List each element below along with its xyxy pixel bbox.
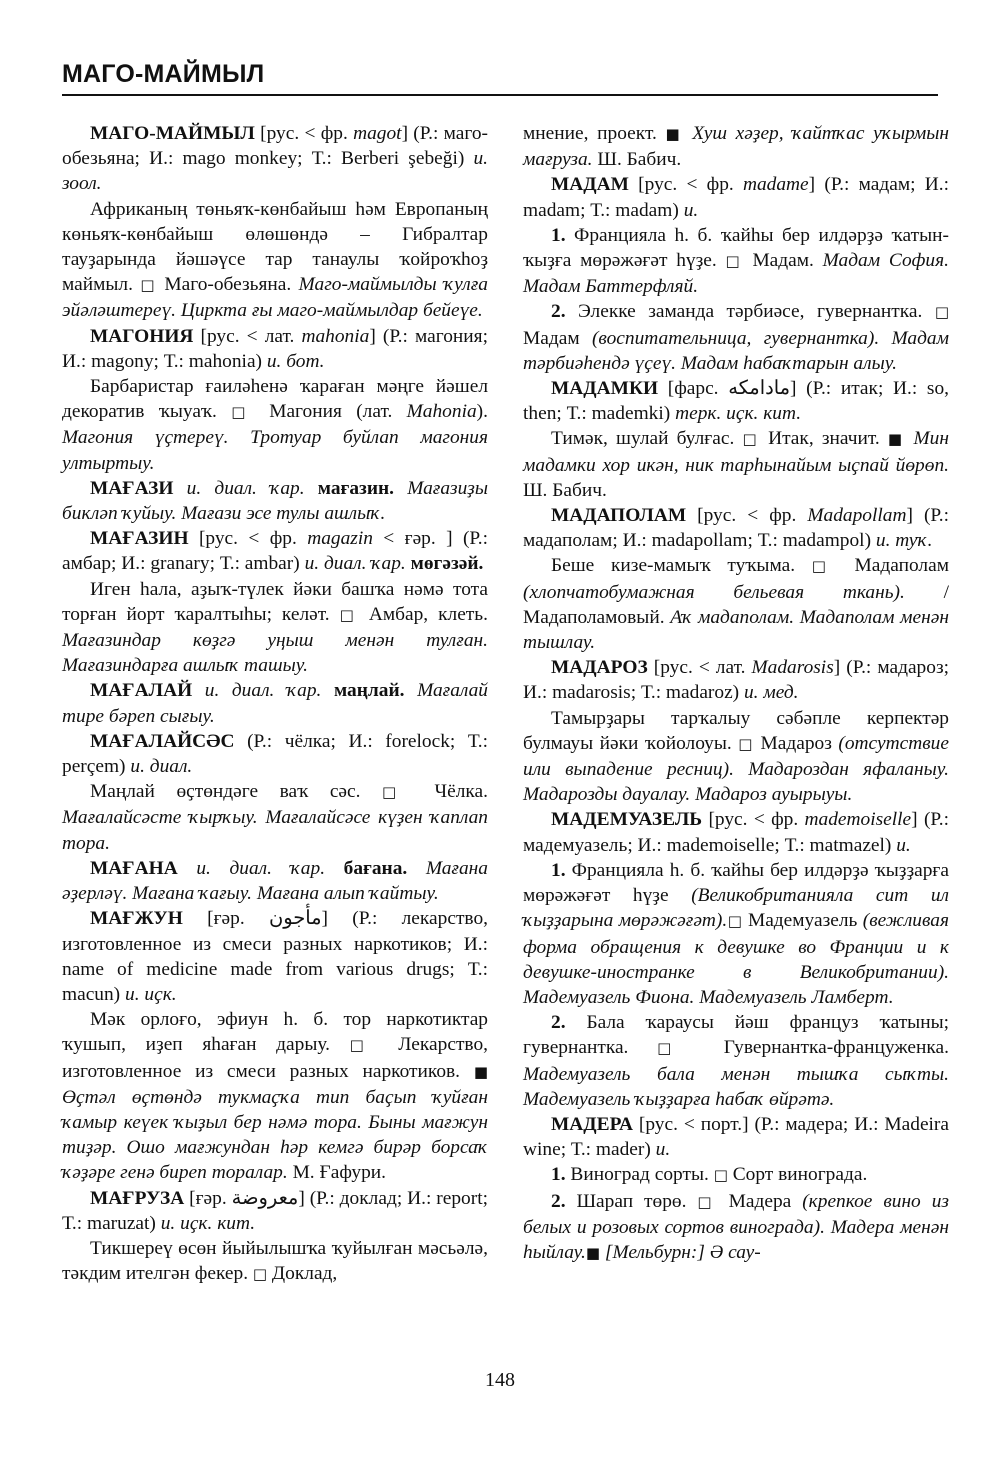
square-marker-icon: □ — [252, 1265, 268, 1284]
grammar-label: и. туҡ. — [875, 530, 933, 552]
black-square-marker-icon: ■ — [473, 1062, 488, 1081]
etymon: magazin — [307, 528, 373, 550]
etymon: Madarosis — [751, 657, 834, 679]
punctuation: ). — [476, 401, 488, 423]
cross-reference: мөгәзәй. — [405, 553, 484, 575]
square-marker-icon: □ — [727, 912, 743, 931]
literary-quote: Өҫтәл өҫтөндә тукмаҫҡа тип баҫып ҡуйған ҡамыр кеүек ҡыҙыл бер нәмә тора. Быны мағжун тиҙәр. Ошо мағжундан һәр кемгә бирәр борсаҡ ҡәҙәре генә биреп торалар. — [62, 1086, 488, 1184]
entry-magzhun — [62, 906, 488, 1007]
definition — [62, 1007, 488, 1185]
entry-magoniya — [62, 324, 488, 374]
headword: МАҒАЗИ — [90, 477, 174, 499]
headword: МАДАРОЗ — [551, 657, 648, 679]
grammar-label: и. бот. — [266, 350, 325, 372]
grammar-label: и. мед. — [743, 682, 799, 704]
entry-magruza — [62, 1186, 488, 1236]
square-marker-icon: □ — [713, 1166, 728, 1185]
square-marker-icon: □ — [934, 303, 949, 322]
usage-examples: Мадам София. Мадам Баттерфляй. — [523, 250, 949, 298]
cross-reference: мағазин. — [317, 477, 395, 499]
quote-author: Ш. Бабич. — [592, 149, 682, 171]
etymology-text: [рус. < фр. — [686, 505, 808, 527]
russian-equivalent: мнение, проект. — [523, 123, 666, 144]
russian-equivalent: Магония (лат. — [254, 401, 407, 423]
definition-text: Иген һала, аҙыҡ-түлек йәки башҡа нәмә тота торған йорт ҡаралтыһы; келәт. — [62, 578, 488, 625]
grammar-label: и. диал. ҡар. — [192, 680, 334, 702]
arabic-etymon: مأجون — [269, 908, 322, 930]
persian-etymon: مادامکه — [728, 378, 791, 400]
russian-equivalent: Лекарство, изготовленное из смеси разных наркотиков. — [62, 1034, 488, 1082]
square-marker-icon: □ — [725, 252, 744, 271]
translations: ] (Р.: маго-обезьяна; И.: mago monkey; Т.: Berberi şebeği) — [62, 123, 489, 170]
russian-equivalent: Итак, значит. — [759, 428, 888, 450]
usage-examples: (крепкое вино из белых и розовых сортов винограда). Мадера менән һыйлау. — [523, 1190, 949, 1263]
square-marker-icon: □ — [811, 557, 838, 576]
right-column — [523, 121, 949, 1266]
grammar-label: терк. иҫк. кит. — [675, 403, 802, 425]
definition-continued — [523, 121, 949, 172]
definition-text: Тикшереү өсөн йыйылышҡа ҡуйылған мәсьәлә, тәкдим ителгән фекер. — [62, 1237, 488, 1285]
sense — [523, 299, 949, 376]
cross-reference: бағана. — [343, 857, 408, 879]
translations: ] (Р.: мадам; И.: madam; Т.: madam) — [523, 174, 949, 221]
grammar-label: и. диал. ҡар. — [177, 857, 344, 879]
grammar-label: и. — [896, 834, 911, 856]
grammar-label: и. диал. ҡар. — [173, 477, 318, 499]
cross-reference: маңлай. — [333, 680, 405, 702]
translations: ] (Р.: мадароз; И.: madarosis; Т.: madaroz) — [523, 657, 949, 704]
sense — [523, 1162, 949, 1188]
etymology-text: [ғәр. — [182, 908, 269, 930]
sense — [523, 1189, 949, 1267]
etymon: mahonia — [301, 325, 370, 347]
definition-text: Тимәк, шулай булғас. — [551, 428, 743, 450]
headword: МАДАМКИ — [551, 378, 659, 400]
sense — [523, 858, 949, 1010]
sense-number: 1. — [551, 859, 566, 881]
etymology-text: [рус. < фр. — [188, 528, 308, 550]
translations: ] (Р.: лекарство, изготовленное из смеси разных наркотиков; И.: name of medicine made from various drugs; Т.: macun) — [62, 908, 488, 1005]
definition-text: Тамырҙары тарҡалыу сәбәпле керпектәр булмауы йәки ҡойолоуы. — [523, 707, 949, 754]
square-marker-icon: □ — [738, 734, 755, 753]
literary-quote: Хуш хәҙер, ҡайтҡас уҡырмын мағруза. — [523, 123, 949, 171]
entry-madaroz — [523, 655, 949, 705]
russian-equivalent: Мадаполам — [837, 555, 949, 577]
headword: МАДЕМУАЗЕЛЬ — [551, 809, 703, 831]
russian-equivalent: Мадемуазель — [742, 910, 863, 932]
etymology-text: [рус. < фр. — [254, 123, 354, 144]
definition-text: Бала ҡараусы йәш француз ҡатыны; гувернантка. — [523, 1012, 949, 1059]
usage-examples: Мағазиндар көҙгә уңыш менән тулған. Мағазиндарға ашлыҡ ташыу. — [62, 630, 488, 677]
grammar-label: и. диал. — [130, 756, 193, 778]
usage-examples: (отсутствие или выпадение ресниц). Мадароздан яфаланыу. Мадарозды дауалау. Мадароз ауырыуы. — [523, 732, 949, 806]
usage-examples: Маго-маймылды ҡулға эйәләштереү. Циркта ғы маго-маймылдар бейеүе. — [62, 274, 488, 322]
running-head: МАГО-МАЙМЫЛ — [62, 60, 265, 88]
entry-magalaises — [62, 729, 488, 779]
entry-madamki — [523, 376, 949, 426]
definition-text: Францияла һ. б. ҡайһы бер илдәрҙә ҡатын-ҡыҙға мөрәжәғәт һүҙе. — [523, 224, 949, 272]
definition — [62, 374, 488, 476]
entry-magazin — [62, 526, 488, 576]
russian-equivalent: Мадам — [523, 327, 592, 349]
headword: МАДЕРА — [551, 1113, 633, 1135]
russian-equivalent: Доклад, — [267, 1263, 338, 1285]
square-marker-icon: □ — [339, 605, 359, 624]
definition-text: Шарап төрө. — [565, 1190, 698, 1212]
etymology-text: [фарс. — [658, 378, 729, 400]
square-marker-icon: □ — [697, 1192, 718, 1211]
definition — [62, 577, 488, 679]
grammar-label: и. зоол. — [62, 148, 488, 195]
etymon: mademoiselle — [804, 809, 912, 831]
etymology-text: [рус. < лат. — [193, 325, 302, 347]
definition-text: Мәк орлоғо, эфиун һ. б. тор наркотиктар ҡушып, иҙеп яһаған дарыу. — [62, 1009, 488, 1056]
quote-author: М. Ғафури. — [287, 1162, 387, 1184]
etymology-text: [рус. < фр. — [628, 174, 743, 196]
usage-note: (Великобританияла сит ил ҡыҙҙарына мөрәжәғәт). — [523, 885, 949, 932]
headword: МАҒАЗИН — [90, 528, 189, 550]
usage-examples: Магония үҫтереү. Тротуар буйлап магония ултыртыу. — [62, 427, 488, 474]
usage-examples: Мадемуазель бала менән тышҡа сыҡты. Мадемуазель ҡыҙҙарға һабаҡ өйрәтә. — [523, 1063, 949, 1110]
grammar-label: и. — [683, 199, 699, 221]
sense-number: 1. — [551, 224, 566, 246]
black-square-marker-icon: ■ — [585, 1243, 601, 1262]
definition-text: Виноград сорты. — [565, 1164, 714, 1186]
entry-madera — [523, 1112, 949, 1162]
literary-quote: [Мельбурн:] Ә сау- — [600, 1241, 761, 1263]
russian-equivalent: Мадера — [717, 1190, 803, 1212]
headword: МАГОНИЯ — [90, 325, 194, 347]
translations: ] (Р.: магония; И.: magony; Т.: mahonia) — [62, 325, 488, 372]
sense-number: 2. — [551, 1012, 566, 1034]
sense-number: 1. — [551, 1164, 566, 1186]
entry-magazi — [62, 476, 488, 526]
russian-equivalent: Гувернантка-француженка. — [695, 1037, 949, 1059]
usage-examples: (воспитательница, гувернантка). Мадам тәрбиәһендә үҫеү. Мадам һабаҡтарын алыу. — [523, 327, 949, 374]
definition-text: Барбаристар ғаиләһенә ҡараған мәңге йәшел декоратив ҡыуаҡ. — [62, 376, 488, 423]
definition — [62, 1236, 488, 1287]
definition — [62, 197, 488, 324]
grammar-label: и. диал. ҡар. — [304, 553, 406, 575]
etymology-text: [ғәр. — [184, 1187, 232, 1209]
definition-text: Элекке заманда тәрбиәсе, гувернантка. — [565, 301, 935, 323]
square-marker-icon: □ — [231, 403, 255, 422]
definition-text: Францияла һ. б. ҡайһы бер илдәрҙә ҡыҙҙарға мөрәжәғәт һүҙе — [523, 859, 949, 907]
russian-equivalent: Амбар, клеть. — [358, 603, 488, 625]
square-marker-icon: □ — [742, 430, 760, 449]
page-number: 148 — [485, 1369, 515, 1391]
entry-mago-maimyl — [62, 121, 488, 197]
russian-equivalent: Чёлка. — [412, 781, 488, 803]
usage-examples: Мағалай тире бәреп сығыу. — [62, 680, 488, 727]
arabic-etymon: معروضة — [231, 1187, 299, 1209]
left-column — [62, 121, 488, 1287]
headword: МАҒАЛАЙ — [90, 680, 193, 702]
headword: МАҒРУЗА — [90, 1187, 185, 1209]
definition-text: Африканың төньяҡ-көнбайыш һәм Европаның көньяҡ-көнбайыш өлөшөндә – Гибралтар тауҙарында йәшәүсе тар танаулы ҡойроҡһоҙ маймыл. — [62, 198, 488, 296]
definition — [62, 779, 488, 856]
russian-equivalent: Сорт винограда. — [727, 1164, 868, 1186]
definition — [523, 553, 949, 655]
sense — [523, 1010, 949, 1112]
russian-equivalent: Маго-обезьяна. — [157, 274, 299, 296]
square-marker-icon: □ — [657, 1039, 696, 1058]
definition-text: Беше кизе-мамыҡ туҡыма. — [551, 555, 812, 577]
latin-name: Mahonia — [406, 401, 477, 423]
headword: МАДАМ — [551, 174, 629, 196]
etymon: Madapollam — [807, 505, 907, 527]
etymon: madame — [742, 174, 809, 196]
grammar-label: и. иҫк. — [125, 983, 177, 1005]
translations: ] (Р.: мадаполам; И.: madapollam; Т.: madampol) — [523, 505, 949, 552]
sense-number: 2. — [551, 301, 566, 323]
usage-examples: Аҡ мадаполам. Мадаполам менән тышлау. — [523, 606, 949, 654]
definition — [523, 426, 949, 503]
headword: МАДАПОЛАМ — [551, 505, 687, 527]
black-square-marker-icon: ■ — [665, 125, 684, 143]
definition — [523, 706, 949, 808]
russian-equivalent: Мадам. — [743, 250, 823, 272]
usage-examples: Мағана әҙерләү. Мағана ҡағыу. Мағана алып ҡайтыу. — [62, 857, 488, 905]
entry-madam — [523, 172, 949, 222]
definition-text: Маңлай өҫтөндәге ваҡ сәс. — [90, 781, 383, 803]
translations: (Р.: чёлка; И.: forelock; Т.: perçem) — [62, 730, 488, 778]
square-marker-icon: □ — [349, 1036, 379, 1055]
headword: МАҒАЛАЙСӘС — [90, 730, 235, 752]
usage-examples: (вежливая форма обращения к девушке во Франции и к девушке-иностранке в Великобритании). Мадемуазель Фиона. Мадемуазель Ламберт. — [523, 910, 949, 1008]
translations: ] (Р.: итак; И.: so, then; Т.: mademki) — [523, 378, 949, 425]
translations: ] (Р.: мадемуазель; И.: mademoiselle; Т.: matmazel) — [523, 809, 949, 856]
usage-examples: Мағазиҙы бикләп ҡуйыу. Мағази эсе тулы ашлыҡ. — [62, 477, 488, 525]
translations: [рус. < порт.] (Р.: мадера; И.: Madeira wine; Т.: mader) — [523, 1113, 949, 1161]
headword: МАҒАНА — [90, 857, 178, 879]
usage-examples: Мағалайсәсте ҡырҡыу. Мағалайсәсе күҙен ҡаплап тора. — [62, 807, 488, 854]
translations: ] (Р.: доклад; И.: report; Т.: maruzat) — [62, 1187, 488, 1234]
translations: < ғәр. ] (Р.: амбар; И.: granary; Т.: ambar) — [62, 528, 488, 575]
square-marker-icon: □ — [140, 276, 158, 295]
quote-author: Ш. Бабич. — [523, 479, 607, 501]
literary-quote: Мин мадамки хор икән, ник тарһынайым ыҫпай йөрөп. — [523, 428, 949, 476]
entry-mademuazel — [523, 807, 949, 857]
russian-gloss: (хлопчатобумажная бельевая ткань). — [523, 581, 905, 603]
grammar-label: и. иҫк. кит. — [160, 1212, 256, 1234]
entry-madapolam — [523, 503, 949, 553]
etymology-text: [рус. < лат. — [647, 657, 752, 679]
etymology-text: [рус. < фр. — [702, 809, 805, 831]
sense — [523, 223, 949, 300]
square-marker-icon: □ — [382, 783, 413, 802]
headword: МАҒЖУН — [90, 908, 183, 930]
sense-number: 2. — [551, 1190, 566, 1212]
derived-form: / Мадаполамовый. — [523, 581, 949, 628]
black-square-marker-icon: ■ — [887, 430, 906, 449]
header-rule — [62, 94, 938, 96]
entry-magalai — [62, 678, 488, 728]
grammar-label: и. — [655, 1139, 671, 1161]
russian-equivalent: Мадароз — [754, 732, 839, 754]
headword: МАГО-МАЙМЫЛ — [90, 123, 255, 144]
etymon: magot — [353, 123, 402, 144]
entry-magana — [62, 856, 488, 906]
